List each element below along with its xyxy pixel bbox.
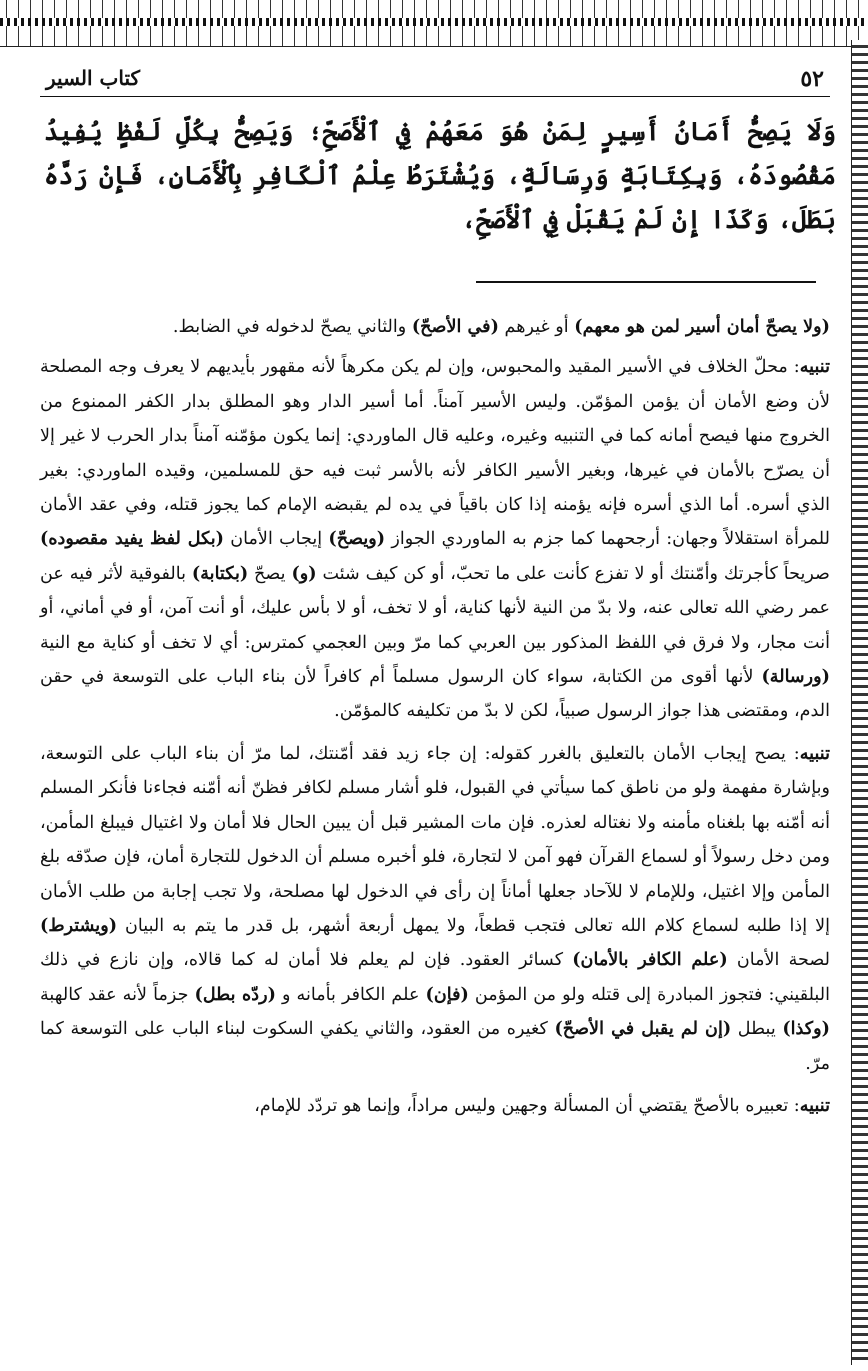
text-run: : يصح إيجاب الأمان بالتعليق بالغرر كقوله: إن جاء زيد فقد أمّنتك، لما مرّ أن بناء الباب على التوسعة، وبإشارة مفهمة ولو من ناطق كما سيأتي في القبول، فلو أشار مسلم لكافر فظنّ أنه أمّنه فجاءنا فأنكر المسلم أنه أمّنه بها بلغناه مأمنه ولا نغتاله لعذره. فإن مات المشير قبل أن يبين الحال فلا أمان ولا اغتيال فيبلغ المأمن، ومن دخل رسولاً أو لسماع القرآن فهو آمن لا لتجارة، فلو أخبره مسلم أن الدخول للتجارة أمان، فإن صدّقه بلغ المأمن وإلا اغتيل، وللإمام لا للآحاد جعلها أماناً إن رأى في الدخول لها مصلحة، ولا تجب إجابة من طلب الأمان إلا إذا طلبه لسماع كلام الله تعالى فتجب قطعاً، ولا يمهل أربعة أشهر، بل قدر ما يتم به البيان [40,743,831,936]
text-run: (ويشترط) [40,914,118,936]
text-run: جزماً لأنه عقد كالهبة [40,984,195,1005]
text-run: لصحة الأمان [727,950,830,971]
matn-text-block [44,110,836,242]
text-run: (وكذا) [782,1018,830,1040]
text-run: بالفوقية لأثر فيه عن عمر رضي الله تعالى عنه، ولا بدّ من النية لأنها كناية، أو لا تخف، أو لا بأس عليك، أو أنت آمن، أو في أماني، أو أنت مجار، ولا فرق في اللفظ المذكور بين العربي كما مرّ وبين العجمي كمترس: أي لا تخف أو كناية مع النية [40,563,830,653]
text-run: (و) [291,562,317,584]
text-run: (ورسالة) [761,666,830,688]
text-run: كسائر العقود. فإن لم يعلم فلا أمان له كما قالاه، وإن نازع في ذلك البلقيني: فتجوز المبادرة إلى قتله ولو من المؤمن [40,950,830,1005]
book-title: كتاب السير [46,66,141,90]
text-run: تنبيه [799,1094,830,1116]
commentary-block [40,310,830,1131]
text-run: : تعبيره بالأصحّ يقتضي أن المسألة وجهين وليس مراداً، وإنما هو تردّد للإمام، [254,1095,800,1116]
text-run: (بكل لفظ يفيد مقصوده) [40,528,224,550]
commentary-paragraph-3 [40,737,830,1081]
text-run: (ردّه بطل) [194,983,276,1005]
text-run: علم الكافر بأمانه و [275,984,426,1005]
text-run: : محلّ الخلاف في الأسير المقيد والمحبوس، وإن لم يكن مكرهاً لأنه مقهور بأيديهم لا يعرف وجه المصلحة لأن وضع الأمان أن يؤمن المؤمّن. وليس الأسير آمناً. أما أسير الدار وهو المطلق بدار الكفر الممنوع من الخروج منها فيصح أمانه كما في التنبيه وغيره، وعليه قال الماوردي: إنما يكون مؤمّنه آمناً بدار الحرب لا غير إلا أن يصرّح بالأمان في غيرها، وبغير الأسير الكافر لأنه بالأسر ثبت فيه حق للمسلمين، وقيده الماوردي: بغير الذي أسره. أما الذي أسره فإنه يؤمنه إذا كان باقياً في يده لم يقبضه الإمام كما يجوز قتله، وفي عقد الأمان للمرأة استقلالاً وجهان: أرجحهما كما جزم به الماوردي الجواز [40,357,830,550]
text-run: يصحّ [248,563,292,584]
ornamental-border-right [851,40,868,1365]
commentary-paragraph-2 [40,350,830,728]
text-run: (فإن) [425,983,469,1005]
text-run: (بكتابة) [191,562,249,584]
text-run: إيجاب الأمان [223,529,329,550]
text-run: (إن لم يقبل في الأصحّ) [554,1018,732,1040]
text-run: (ولا يصحّ أمان أسير لمن هو معهم) [574,316,830,337]
commentary-paragraph-1 [40,310,830,344]
text-run: صريحاً كأجرتك وأمّنتك أو لا تفزع كأنت على ما تحبّ، أو كن كيف شئت [316,563,830,584]
text-run: لأنها أقوى من الكتابة، سواء كان الرسول مسلماً أم كافراً لأن بناء الباب على التوسعة في حقن الدم، ومقتضى هذا جواز الرسول صبياً، لكن لا بدّ من تكليفه كالمؤمّن. [40,667,830,722]
page-header [40,62,830,97]
commentary-paragraph-4 [40,1089,830,1123]
text-run: أو غيرهم [498,317,575,337]
ornamental-border-top [0,0,868,47]
text-run: (في الأصحّ) [411,316,499,337]
text-run: (علم الكافر بالأمان) [572,949,728,971]
matn-paragraph: وَلَا يَصِحُّ أَمَانُ أَسِيرٍ لِمَنْ هُوَ مَعَهُمْ فِي ٱلْأَصَحِّ؛ وَيَصِحُّ بِكُلِّ لَفْظٍ يُفِيدُ مَقْصُودَهُ، وَبِكِتَابَةٍ وَرِسَالَةٍ، وَيُشْتَرَطُ عِلْمُ ٱلْكَافِرِ بِٱلْأَمَانِ، فَإِنْ رَدَّهُ بَطَلَ، وَكَذَا إِنْ لَمْ يَقْبَلْ فِي ٱلْأَصَحِّ، [44,117,836,234]
text-run: (ويصحّ) [328,528,386,550]
text-run: والثاني يصحّ لدخوله في الضابط. [172,317,412,337]
section-divider [476,281,816,283]
page-number: ٥٢ [800,66,824,92]
text-run: تنبيه [799,356,830,378]
text-run: تنبيه [799,742,830,764]
text-run: يبطل [731,1019,783,1040]
text-run: كغيره من العقود، والثاني يكفي السكوت لبناء الباب على التوسعة كما مرّ. [40,1019,830,1074]
